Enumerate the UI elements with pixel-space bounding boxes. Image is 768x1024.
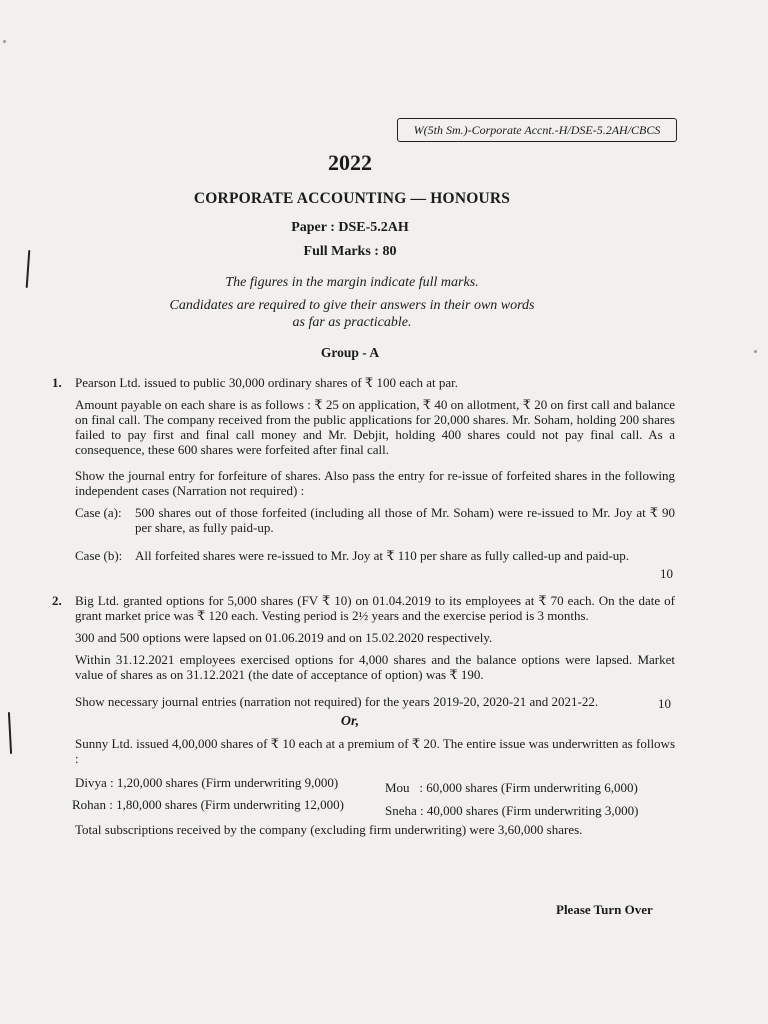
- scan-dot: [3, 40, 6, 43]
- question-2-lapse: 300 and 500 options were lapsed on 01.06.2019 and on 15.02.2020 respectively.: [75, 630, 493, 645]
- question-2-intro: Big Ltd. granted options for 5,000 shares (FV ₹ 10) on 01.04.2019 to its employees at ₹ 70 each. On the date of grant market price was ₹ 120 each. Vesting period is 2½ years and the exercise period is 3 months.: [75, 593, 675, 623]
- underwriter-detail: 1,80,000 shares (Firm underwriting 12,000): [116, 797, 344, 812]
- full-marks: Full Marks : 80: [303, 244, 397, 259]
- question-1-marks: 10: [660, 566, 673, 581]
- instruction-line-2: Candidates are required to give their answers in their own words: [169, 298, 535, 313]
- paper-code: Paper : DSE-5.2AH: [291, 220, 409, 235]
- underwriter-name: Mou: [385, 780, 410, 795]
- underwriter-rohan: Rohan : 1,80,000 shares (Firm underwriting 12,000): [72, 797, 344, 812]
- underwriter-sneha: Sneha : 40,000 shares (Firm underwriting 3,000): [385, 803, 639, 818]
- paper-code-box: W(5th Sm.)-Corporate Accnt.-H/DSE-5.2AH/CBCS: [397, 118, 677, 142]
- question-1-task: Show the journal entry for forfeiture of shares. Also pass the entry for re-issue of forfeited shares in the following independent cases (Narration not required) :: [75, 468, 675, 498]
- scan-dot: [754, 350, 757, 353]
- group-heading: Group - A: [320, 345, 380, 360]
- please-turn-over: Please Turn Over: [556, 902, 653, 917]
- question-2-task: Show necessary journal entries (narration not required) for the years 2019-20, 2020-21 and 2021-22.: [75, 694, 599, 709]
- alternative-question-subscriptions: Total subscriptions received by the company (excluding firm underwriting) were 3,60,000 shares.: [75, 822, 583, 837]
- underwriter-detail: 40,000 shares (Firm underwriting 3,000): [426, 803, 639, 818]
- case-a-label: Case (a):: [75, 505, 122, 520]
- underwriter-mou: Mou : 60,000 shares (Firm underwriting 6,000): [385, 780, 638, 795]
- question-2-number: 2.: [52, 593, 62, 608]
- question-1-number: 1.: [52, 375, 62, 390]
- question-1-details: Amount payable on each share is as follows : ₹ 25 on application, ₹ 40 on allotment, ₹ 20 on first call and balance on final call. The company received from the public applications for 20,000 shares. Mr. Soham, holding 200 shares failed to pay first and final call money and Mr. Debjit, holding 400 shares could not pay final call. As a consequence, these 600 shares were forfeited after final call.: [75, 397, 675, 457]
- underwriter-detail: 1,20,000 shares (Firm underwriting 9,000): [116, 775, 339, 790]
- underwriter-name: Sneha: [385, 803, 417, 818]
- alternative-question-intro: Sunny Ltd. issued 4,00,000 shares of ₹ 10 each at a premium of ₹ 20. The entire issue was underwritten as follows :: [75, 736, 675, 766]
- instruction-line-1: The figures in the margin indicate full marks.: [225, 275, 479, 290]
- question-1-intro: Pearson Ltd. issued to public 30,000 ordinary shares of ₹ 100 each at par.: [75, 375, 459, 390]
- instruction-line-3: as far as practicable.: [292, 315, 412, 330]
- or-separator: Or,: [340, 714, 360, 729]
- underwriter-name: Rohan: [72, 797, 106, 812]
- exam-title: CORPORATE ACCOUNTING — HONOURS: [193, 190, 511, 207]
- question-2-exercise: Within 31.12.2021 employees exercised options for 4,000 shares and the balance options were lapsed. Market value of shares as on 31.12.2021 (the date of acceptance of option) was ₹ 190.: [75, 652, 675, 682]
- question-2-marks: 10: [658, 696, 671, 711]
- case-b-label: Case (b):: [75, 548, 123, 563]
- case-a-text: 500 shares out of those forfeited (including all those of Mr. Soham) were re-issued to Mr. Joy at ₹ 90 per share, as fully paid-up.: [135, 505, 675, 535]
- underwriter-detail: 60,000 shares (Firm underwriting 6,000): [426, 780, 638, 795]
- exam-year: 2022: [328, 150, 372, 175]
- underwriter-divya: Divya : 1,20,000 shares (Firm underwriting 9,000): [75, 775, 339, 790]
- underwriter-name: Divya: [75, 775, 107, 790]
- case-b-text: All forfeited shares were re-issued to Mr. Joy at ₹ 110 per share as fully called-up and paid-up.: [135, 548, 630, 563]
